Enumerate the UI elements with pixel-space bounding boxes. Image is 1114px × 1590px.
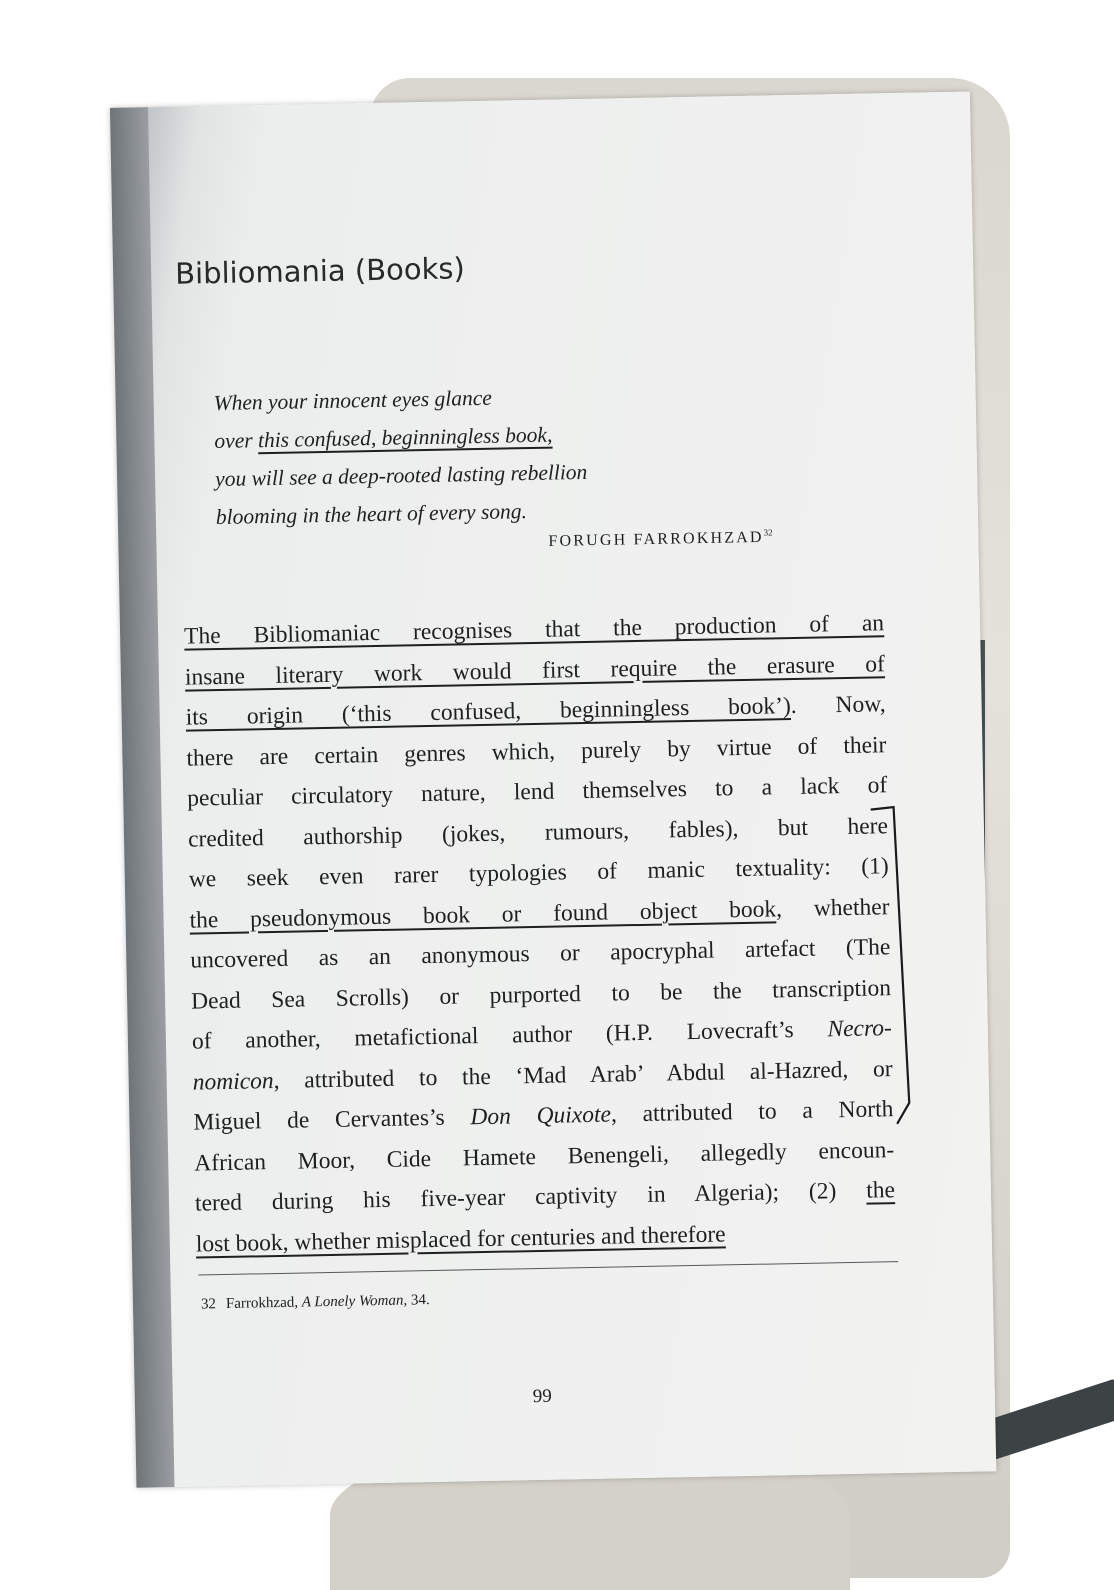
book-page: [110, 91, 996, 1487]
epigraph: [213, 374, 736, 536]
body-line: insane literary work would first require the erasure of: [184, 650, 886, 691]
body-line: we seek even rarer typologies of manic textuality: (1): [188, 853, 889, 893]
body-text: [184, 603, 896, 1264]
body-line: nomicon, attributed to the ‘Mad Arab’ Abdul al-Hazred, or: [192, 1055, 893, 1096]
footnote-author: Farrokhzad,: [225, 1294, 302, 1312]
body-line: lost book, whether misplaced for centuries and therefore: [195, 1220, 726, 1258]
epigraph-line: you will see a deep-rooted lasting rebellion: [214, 459, 588, 492]
epigraph-line: over this confused, beginningless book,: [214, 422, 553, 454]
body-line: its origin (‘this confused, beginningless book’). Now,: [185, 691, 886, 731]
attribution-footnote-ref: 32: [763, 527, 773, 538]
epigraph-attribution: [548, 527, 773, 551]
chapter-heading: Bibliomania (Books): [174, 251, 466, 291]
body-line: there are certain genres which, purely by virtue of their: [186, 731, 887, 772]
epigraph-line: blooming in the heart of every song.: [215, 499, 528, 530]
body-line: tered during his five-year captivity in Algeria); (2) the: [194, 1177, 896, 1217]
body-line: the pseudonymous book or found object book, whether: [189, 893, 890, 934]
footnote-pages: , 34.: [403, 1292, 430, 1309]
epigraph-line: When your innocent eyes glance: [213, 385, 493, 416]
footnote-number: 32: [200, 1296, 217, 1313]
body-line: uncovered as an anonymous or apocryphal artefact (The: [190, 934, 891, 974]
body-line: of another, metafictional author (H.P. Lovecraft’s Necro-: [191, 1015, 893, 1055]
footnote-title: A Lonely Woman: [301, 1292, 404, 1311]
page-gutter-shadow: [110, 107, 174, 1487]
body-line: African Moor, Cide Hamete Benengeli, allegedly encoun-: [194, 1136, 895, 1177]
body-line: Miguel de Cervantes’s Don Quixote, attributed to a North: [193, 1096, 894, 1136]
body-line: peculiar circulatory nature, lend themselves to a lack of: [187, 772, 888, 812]
footnote: [201, 1292, 430, 1313]
body-line: The Bibliomaniac recognises that the production of an: [183, 610, 885, 650]
body-line: Dead Sea Scrolls) or purported to be the transcription: [190, 974, 892, 1015]
page-number: 99: [532, 1385, 553, 1408]
attribution-name: FORUGH FARROKHZAD: [548, 528, 764, 550]
footnote-rule: [198, 1261, 898, 1275]
body-line: credited authorship (jokes, rumours, fables), but here: [187, 812, 889, 853]
